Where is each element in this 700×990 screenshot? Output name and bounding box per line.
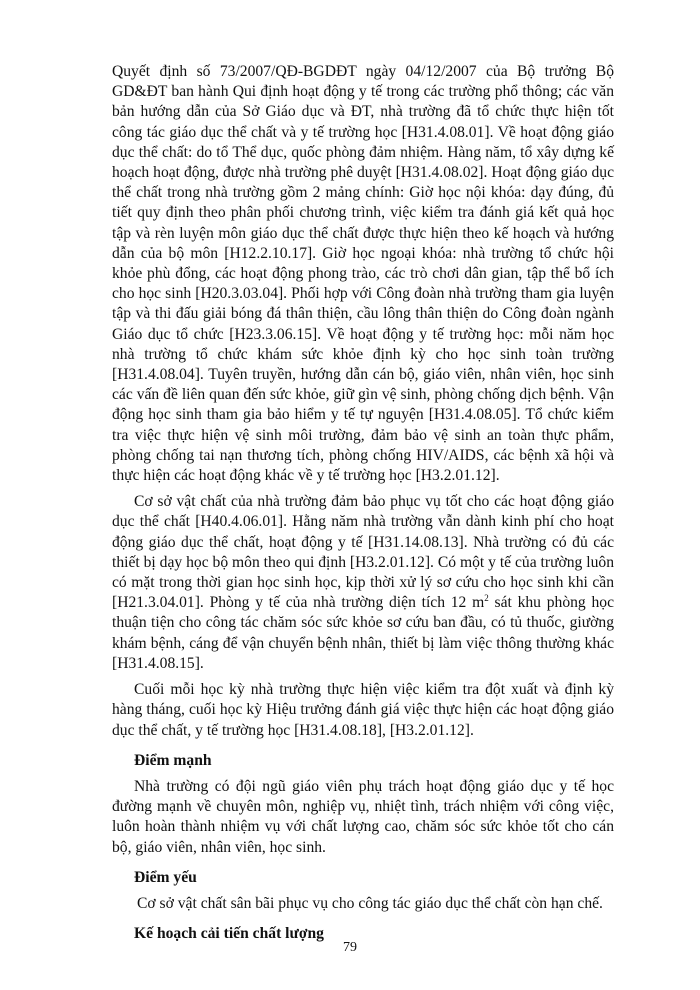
document-page <box>112 62 614 950</box>
paragraph-facilities-text-a: Cơ sở vật chất của nhà trường đảm bảo phục vụ tốt cho các hoạt động giáo dục thể chất [H40.4.06.01]. Hằng năm nhà trường vẫn dành kinh phí cho hoạt động giáo dục thể chất, hoạt động y tế [H31.14.08.13]. Nhà trường có đủ các thiết bị dạy học bộ môn theo qui định [H3.2.01.12]. Có một y tế của trường luôn có mặt trong thời gian học sinh học, kịp thời xử lý sơ cứu cho học sinh khi cần [H21.3.04.01]. Phòng y tế của nhà trường diện tích 12 m <box>112 493 614 612</box>
strengths-heading: Điểm mạnh <box>134 751 212 769</box>
paragraph-facilities <box>112 492 614 674</box>
paragraph-inspection: Cuối mỗi học kỳ nhà trường thực hiện việc kiểm tra đột xuất và định kỳ hàng tháng, cuối học kỳ Hiệu trưởng đánh giá việc thực hiện các hoạt động giáo dục thể chất, y tế trường học [H31.4.08.18], [H3.2.01.12]. <box>112 681 614 739</box>
improvement-plan-heading: Kế hoạch cải tiến chất lượng <box>134 925 324 943</box>
paragraph-health-education: Quyết định số 73/2007/QĐ-BGDĐT ngày 04/12/2007 của Bộ trưởng Bộ GD&ĐT ban hành Qui định hoạt động y tế trong các trường phổ thông; các văn bản hướng dẫn của Sở Giáo dục và ĐT, nhà trường đã tổ chức thực hiện tốt công tác giáo dục thể chất và y tế trường học [H31.4.08.01]. Về hoạt động giáo dục thể chất: do tổ Thể dục, quốc phòng đảm nhiệm. Hàng năm, tổ xây dựng kế hoạch hoạt động, được nhà trường phê duyệt [H31.4.08.02]. Hoạt động giáo dục thể chất trong nhà trường gồm 2 mảng chính: Giờ học nội khóa: dạy đúng, đủ tiết quy định theo phân phối chương trình, việc kiểm tra đánh giá kết quả học tập và rèn luyện môn giáo dục thể chất được thực hiện theo kế hoạch và hướng dẫn của bộ môn [H12.2.10.17]. Giờ học ngoại khóa: nhà trường tổ chức hội khỏe phù đổng, các hoạt động phong trào, các trò chơi dân gian, tập thể bổ ích cho học sinh [H20.3.03.04]. Phối hợp với Công đoàn nhà trường tham gia luyện tập và thi đấu giải bóng đá thân thiện, cầu lông thân thiện do Công đoàn ngành Giáo dục tổ chức [H23.3.06.15]. Về hoạt động y tế trường học: mỗi năm học nhà trường tổ chức khám sức khỏe định kỳ cho học sinh toàn trường [H31.4.08.04]. Tuyên truyền, hướng dẫn cán bộ, giáo viên, nhân viên, học sinh các vấn đề liên quan đến sức khỏe, giữ gìn vệ sinh, phòng chống dịch bệnh. Vận động học sinh tham gia bảo hiểm y tế tự nguyện [H31.4.08.05]. Tổ chức kiểm tra việc thực hiện vệ sinh môi trường, đảm bảo vệ sinh an toàn thực phẩm, phòng chống tai nạn thương tích, phòng chống HIV/AIDS, các bệnh xã hội và thực hiện các hoạt động khác về y tế trường học [H3.2.01.12]. <box>112 63 614 485</box>
page-number: 79 <box>343 940 357 955</box>
superscript-square: 2 <box>484 593 489 604</box>
weaknesses-heading: Điểm yếu <box>134 868 197 886</box>
paragraph-facilities-text-b: sát khu phòng học thuận tiện cho công tác chăm sóc sức khỏe sơ cứu ban đầu, có tủ thuốc, giường khám bệnh, cáng để vận chuyển bệnh nhân, thiết bị làm việc thông thường khác [H31.4.08.15]. <box>112 594 614 672</box>
weaknesses-text: Cơ sở vật chất sân bãi phục vụ cho công tác giáo dục thể chất còn hạn chế. <box>137 894 603 912</box>
strengths-text: Nhà trường có đội ngũ giáo viên phụ trách hoạt động giáo dục y tế học đường mạnh về chuyên môn, nghiệp vụ, nhiệt tình, trách nhiệm với công việc, luôn hoàn thành nhiệm vụ với chất lượng cao, chăm sóc sức khỏe tốt cho cán bộ, giáo viên, nhân viên, học sinh. <box>112 777 614 856</box>
